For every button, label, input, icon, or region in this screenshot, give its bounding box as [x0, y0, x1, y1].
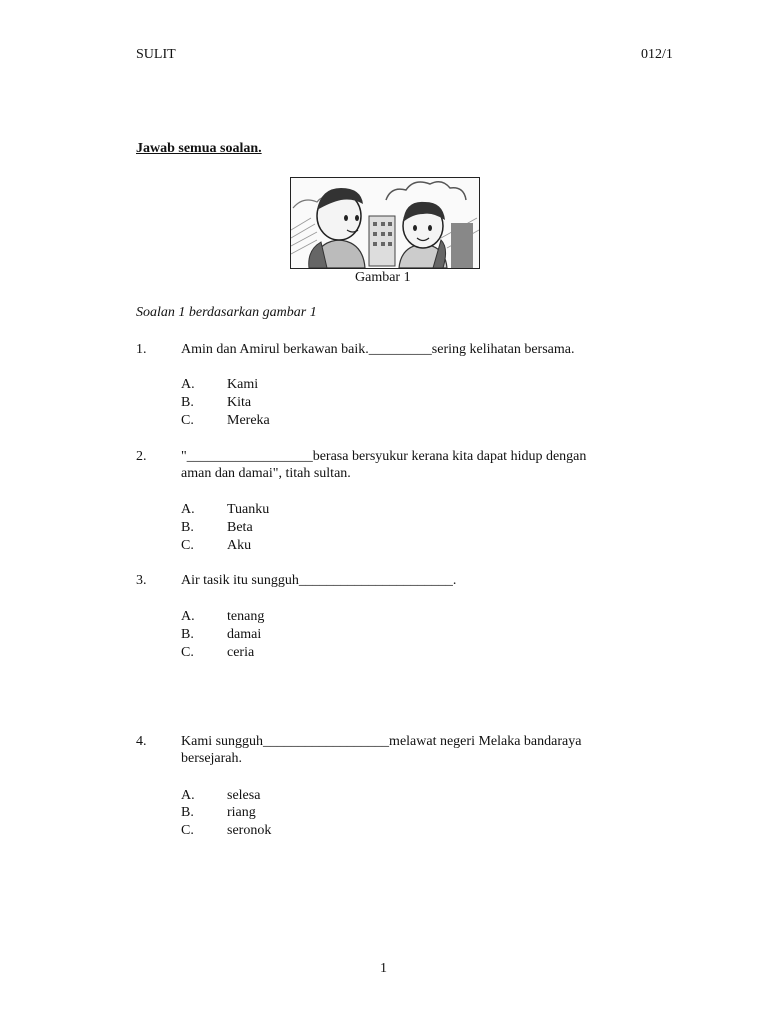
question-1-option-a-text: Kami — [227, 377, 259, 392]
figure-caption: Gambar 1 — [355, 270, 411, 285]
question-1-option-b-text: Kita — [227, 395, 252, 410]
question-4-option-c-text: seronok — [227, 823, 272, 838]
question-4-option-b-letter: B. — [181, 805, 194, 820]
question-2-text-line-1: "__________________berasa bersyukur kerana kita dapat hidup dengan — [181, 449, 587, 464]
question-3-number: 3. — [136, 573, 147, 588]
question-3-option-a-text: tenang — [227, 609, 265, 624]
section-note: Soalan 1 berdasarkan gambar 1 — [136, 305, 317, 320]
question-2-option-a-letter: A. — [181, 502, 195, 517]
question-1-option-c-text: Mereka — [227, 413, 270, 428]
header-left-label: SULIT — [136, 47, 176, 62]
question-1-option-c-letter: C. — [181, 413, 194, 428]
question-2-option-a-text: Tuanku — [227, 502, 270, 517]
question-4-text-line-2: bersejarah. — [181, 751, 243, 766]
header-right-code: 012/1 — [641, 47, 673, 62]
question-1-option-b-letter: B. — [181, 395, 194, 410]
figure-image — [290, 177, 480, 269]
question-4-option-b-text: riang — [227, 805, 256, 820]
question-2-option-b-text: Beta — [227, 520, 253, 535]
question-2-text-line-2: aman dan damai", titah sultan. — [181, 466, 351, 481]
question-2-option-c-text: Aku — [227, 538, 252, 553]
question-2-number: 2. — [136, 449, 147, 464]
question-2-option-c-letter: C. — [181, 538, 194, 553]
question-3-option-c-text: ceria — [227, 645, 255, 660]
question-4-option-a-letter: A. — [181, 788, 195, 803]
question-1-number: 1. — [136, 342, 147, 357]
question-1-option-a-letter: A. — [181, 377, 195, 392]
question-4-option-c-letter: C. — [181, 823, 194, 838]
page-number: 1 — [380, 961, 387, 976]
question-3-text: Air tasik itu sungguh______________________. — [181, 573, 457, 588]
two-boys-illustration-icon — [291, 178, 479, 268]
question-2-option-b-letter: B. — [181, 520, 194, 535]
question-3-option-a-letter: A. — [181, 609, 195, 624]
question-3-option-c-letter: C. — [181, 645, 194, 660]
question-1-text: Amin dan Amirul berkawan baik._________sering kelihatan bersama. — [181, 342, 575, 357]
question-3-option-b-text: damai — [227, 627, 262, 642]
question-4-text-line-1: Kami sungguh__________________melawat negeri Melaka bandaraya — [181, 734, 582, 749]
instruction-heading: Jawab semua soalan. — [136, 141, 262, 156]
question-4-option-a-text: selesa — [227, 788, 261, 803]
question-3-option-b-letter: B. — [181, 627, 194, 642]
question-4-number: 4. — [136, 734, 147, 749]
